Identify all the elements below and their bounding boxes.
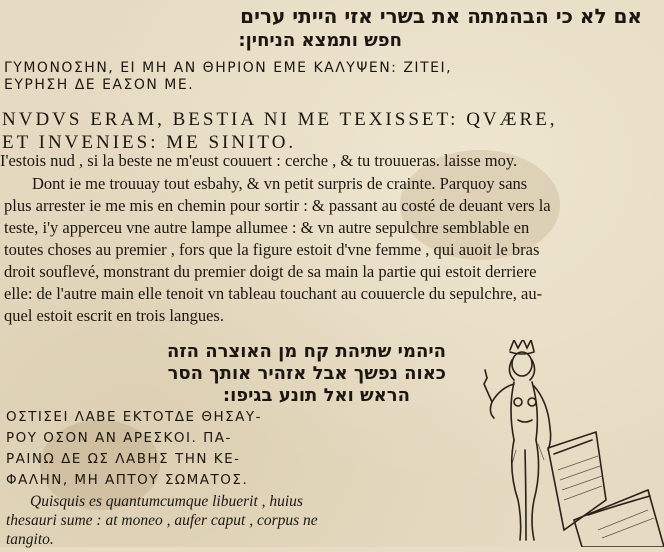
hebrew-inscription-line: אם לא כי הבהמתה את בשרי אזי הייתי ערים: [240, 4, 642, 28]
paragraph-line: teste, i'y apperceu vne autre lampe allumee : & vn autre sepulchre semblable en: [4, 218, 530, 237]
latin-inscription-line: NVDVS ERAM, BESTIA NI ME TEXISSET: QVÆRE,: [2, 109, 558, 130]
latin-italic-line: Quisquis es quantumcumque libuerit , huius: [30, 493, 303, 510]
latin-italic-line: tangito.: [6, 531, 54, 548]
paragraph-line: droit souflevé, monstrant du premier doigt de sa main la partie qui estoit derriere: [4, 262, 537, 281]
greek-inscription-line: ΟΣΤΙΣΕΙ ΛΑΒΕ ΕΚΤΟΤΔΕ ΘΗΣΑΥ-: [6, 409, 262, 425]
woodcut-woman-figure-icon: [478, 340, 664, 547]
latin-inscription-line: ET INVENIES: ME SINITO.: [2, 132, 297, 153]
greek-inscription-line: ΡΑΙΝΩ ΔΕ ΩΣ ΛΑΒΗΣ ΤΗΝ ΚΕ-: [6, 451, 241, 467]
paragraph-line: toutes choses au premier , fors que la figure estoit d'vne femme , qui auoit le bras: [4, 240, 540, 259]
paragraph-line: I'estois nud , si la beste ne m'eust couuert : cerche , & tu trouueras. laisse moy.: [0, 151, 518, 170]
paragraph-line: elle: de l'autre main elle tenoit vn tableau touchant au couuercle du sepulchre, au-: [4, 284, 543, 303]
greek-inscription-line: ΡΟΥ ΟΣΟΝ ΑΝ ΑΡΕΣΚΟΙ. ΠΑ-: [6, 430, 232, 446]
hebrew-inscription-line: כאוה נפשך אבל אזהיר אותך הסר: [167, 363, 446, 384]
hebrew-inscription-line: היהמי שתיהת קח מן האוצרה הזה: [167, 341, 446, 362]
latin-italic-line: thesauri sume : at moneo , aufer caput , corpus ne: [6, 512, 318, 529]
greek-inscription-line: ΦΑΛΗΝ, ΜΗ ΑΠΤΟΥ ΣΩΜΑΤΟΣ.: [6, 472, 249, 488]
greek-inscription-line: ΕΥΡΗΣΗ ΔΕ ΕΑΣΟΝ ΜΕ.: [4, 77, 195, 93]
paragraph-line: Dont ie me trouuay tout esbahy, & vn petit surpris de crainte. Parquoy sans: [32, 174, 528, 193]
paragraph-line: quel estoit escrit en trois langues.: [4, 306, 224, 325]
greek-inscription-line: ΓΥΜΟΝΟΣΗΝ, ΕΙ ΜΗ ΑΝ ΘΗΡΙΟΝ ΕΜΕ ΚΑΛΥΨΕΝ: ΖΙΤΕΙ,: [4, 60, 453, 76]
paragraph-line: plus arrester ie me mis en chemin pour sortir : & passant au costé de deuant vers la: [4, 196, 551, 215]
hebrew-inscription-line: חפש ותמצא הניחין:: [238, 30, 402, 51]
hebrew-inscription-line: הראש ואל תונע בגיפו:: [222, 385, 410, 406]
